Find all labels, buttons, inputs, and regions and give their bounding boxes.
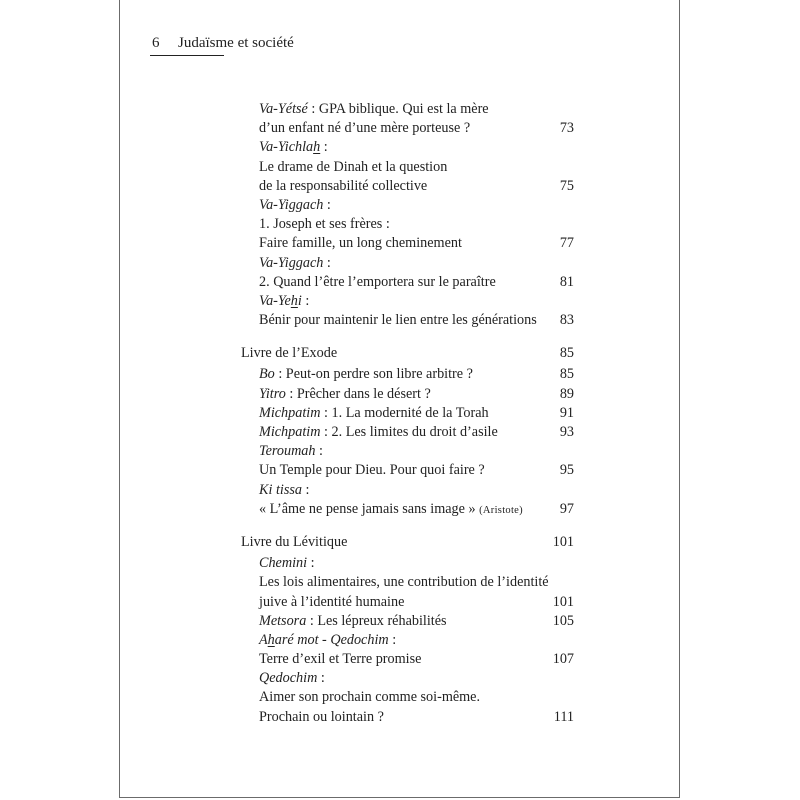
toc-entry-metsora[interactable]: Metsora : Les lépreux réhabilités 105 — [241, 612, 574, 631]
toc-entry-chemini[interactable]: Chemini : — [259, 555, 315, 572]
running-title: Judaïsme et société — [178, 35, 294, 51]
toc-entry-line: Terre d’exil et Terre promise 107 — [241, 650, 574, 669]
toc-entry-line: 2. Quand l’être l’emportera sur le paraître 81 — [241, 273, 574, 292]
page-ref: 105 — [552, 612, 574, 629]
toc-entry-michpatim-1[interactable]: Michpatim : 1. La modernité de la Torah 91 — [241, 404, 574, 423]
page-ref: 101 — [552, 533, 574, 550]
toc-entry-line: 1. Joseph et ses frères : — [259, 216, 390, 233]
page-ref: 81 — [559, 273, 574, 290]
toc-entry-qedochim[interactable]: Qedochim : — [259, 670, 325, 687]
author-attribution: (Aristote) — [479, 504, 523, 516]
toc-entry-line: Aimer son prochain comme soi-même. — [259, 689, 481, 706]
page-ref: 111 — [553, 708, 574, 725]
running-header — [152, 33, 294, 53]
toc-entry-va-yehi[interactable]: Va-Yehi : — [259, 292, 310, 309]
table-of-contents — [241, 100, 574, 727]
page-ref: 75 — [559, 177, 574, 194]
toc-entry-line: Prochain ou lointain ? 111 — [241, 708, 574, 727]
toc-entry-line: « L’âme ne pense jamais sans image » (Aristote) 97 — [241, 500, 574, 519]
page-ref: 91 — [559, 404, 574, 421]
toc-entry-line: Bénir pour maintenir le lien entre les générations 83 — [241, 311, 574, 330]
toc-entry-va-yiggach-1[interactable]: Va-Yiggach : — [259, 196, 331, 213]
page-ref: 85 — [559, 345, 574, 362]
toc-entry-line: Le drame de Dinah et la question — [259, 158, 448, 175]
toc-entry-line: d’un enfant né d’une mère porteuse ? 73 — [241, 119, 574, 138]
toc-entry-line: juive à l’identité humaine 101 — [241, 593, 574, 612]
header-rule — [150, 55, 224, 56]
page-ref: 101 — [552, 593, 574, 610]
toc-entry-teroumah[interactable]: Teroumah : — [259, 443, 323, 460]
toc-entry-yitro[interactable]: Yitro : Prêcher dans le désert ? 89 — [241, 385, 574, 404]
toc-entry-va-yiggach-2[interactable]: Va-Yiggach : — [259, 254, 331, 271]
toc-entry-bo[interactable]: Bo : Peut-on perdre son libre arbitre ? 85 — [241, 365, 574, 384]
toc-entry-ahare-mot[interactable]: Aharé mot - Qedochim : — [259, 631, 397, 648]
toc-entry-line: Les lois alimentaires, une contribution de l’identité — [259, 574, 549, 591]
toc-entry-line: Faire famille, un long cheminement 77 — [241, 234, 574, 253]
page-ref: 77 — [559, 235, 574, 252]
toc-section-exode[interactable]: Livre de l’Exode 85 — [241, 344, 574, 363]
toc-entry-va-yichlah[interactable]: Va-Yichlah : — [259, 139, 328, 156]
page-number: 6 — [152, 35, 160, 51]
toc-entry-line: de la responsabilité collective 75 — [241, 177, 574, 196]
page-ref: 95 — [559, 462, 574, 479]
page-ref: 97 — [559, 500, 574, 517]
page-ref: 93 — [559, 424, 574, 440]
page-ref: 85 — [559, 366, 574, 383]
toc-entry-michpatim-2[interactable]: Michpatim : 2. Les limites du droit d’asile 93 — [241, 423, 574, 442]
toc-entry-va-yetse[interactable]: Va-Yétsé : GPA biblique. Qui est la mère — [259, 101, 489, 117]
toc-section-levitique[interactable]: Livre du Lévitique 101 — [241, 533, 574, 552]
page-ref: 89 — [559, 385, 574, 402]
page-ref: 107 — [552, 651, 574, 668]
page-ref: 73 — [559, 120, 574, 137]
page-ref: 83 — [559, 312, 574, 329]
toc-entry-line: Un Temple pour Dieu. Pour quoi faire ? 95 — [241, 461, 574, 480]
toc-entry-ki-tissa[interactable]: Ki tissa : — [259, 481, 310, 498]
